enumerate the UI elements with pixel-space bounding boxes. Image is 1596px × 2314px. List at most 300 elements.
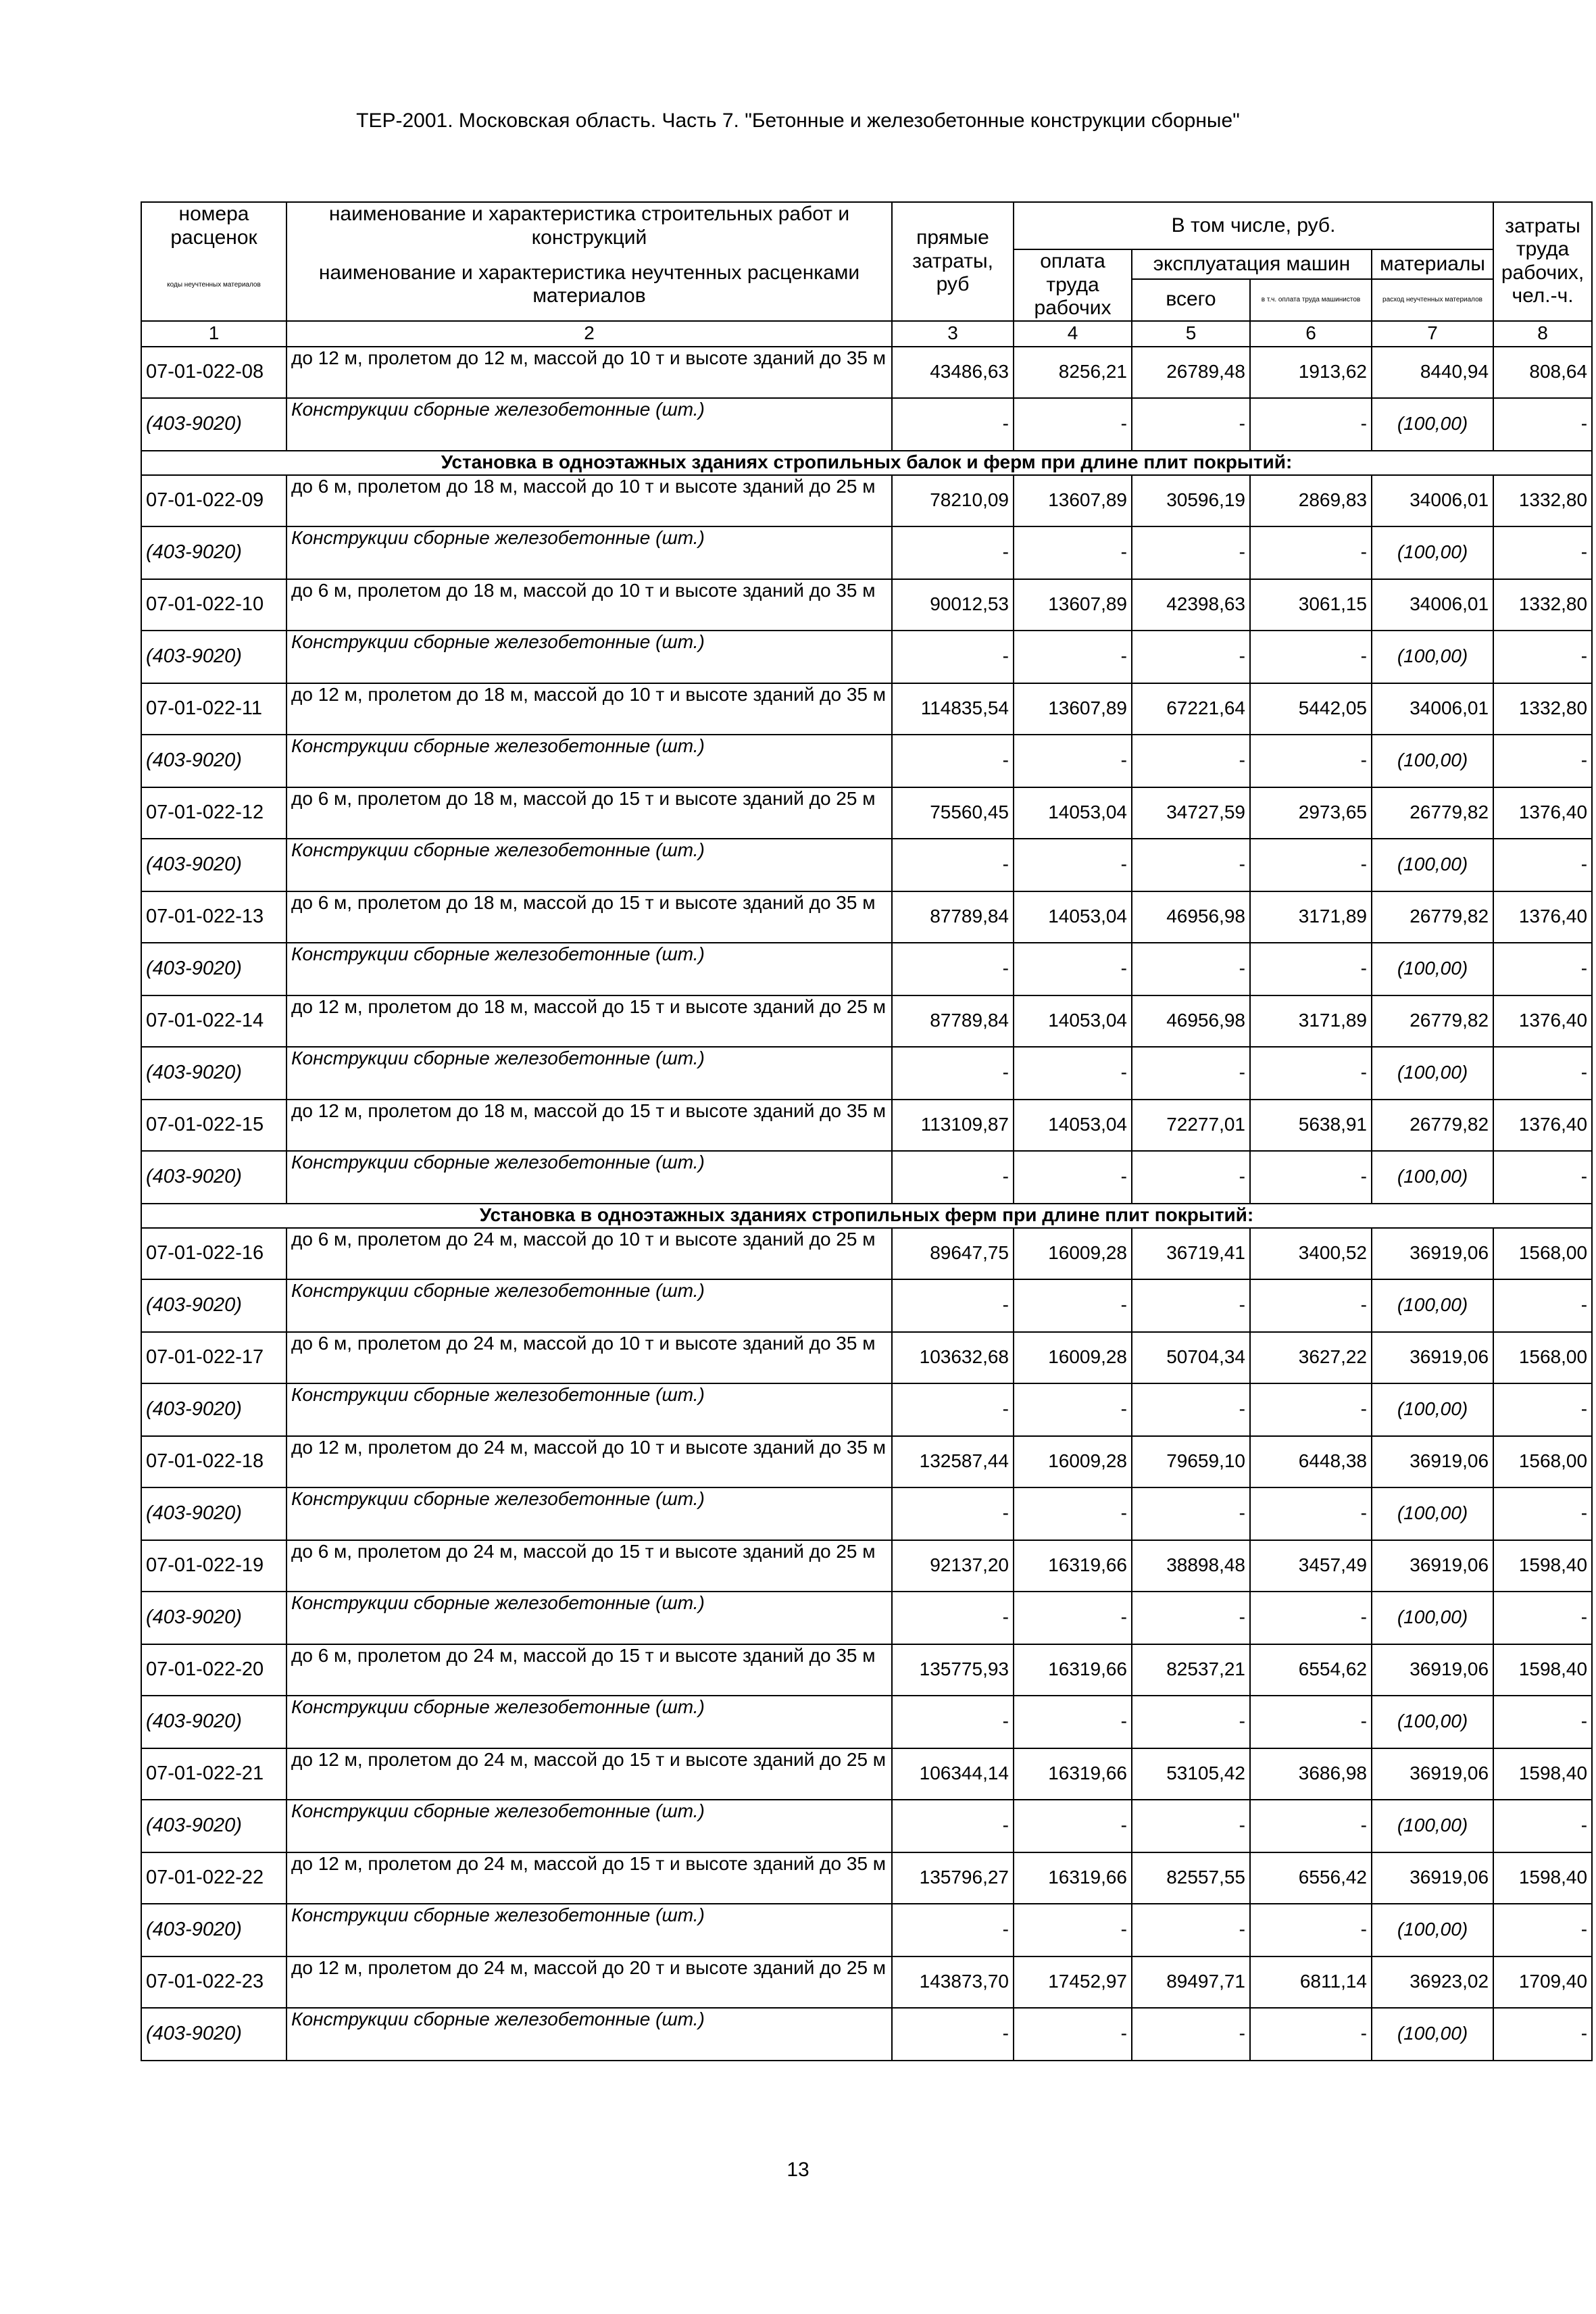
rate-value-c3: 103632,68 (892, 1332, 1014, 1383)
empty-dash: - (1132, 1047, 1250, 1100)
rate-value-c7: 36919,06 (1372, 1748, 1493, 1800)
header-group-including: В том числе, руб. (1014, 202, 1493, 249)
empty-dash: - (1132, 1279, 1250, 1332)
rate-row (141, 347, 1592, 398)
rate-value-c7: 8440,94 (1372, 347, 1493, 398)
empty-dash: - (1014, 839, 1132, 891)
empty-dash: - (1132, 2008, 1250, 2061)
material-row (141, 1696, 1592, 1748)
empty-dash: - (1493, 1151, 1592, 1204)
rate-value-c5: 82557,55 (1132, 1852, 1250, 1904)
header-wages: оплата труда рабочих (1014, 249, 1132, 321)
rate-value-c5: 72277,01 (1132, 1100, 1250, 1151)
material-code: (403-9020) (141, 1383, 286, 1436)
empty-dash: - (1493, 1904, 1592, 1956)
empty-dash: - (1014, 2008, 1132, 2061)
empty-dash: - (1250, 1800, 1372, 1852)
rate-value-c4: 13607,89 (1014, 475, 1132, 526)
header-labor-hours: затраты труда рабочих, чел.-ч. (1493, 202, 1592, 321)
material-quantity: (100,00) (1372, 1279, 1493, 1332)
material-code: (403-9020) (141, 1800, 286, 1852)
empty-dash: - (1132, 839, 1250, 891)
material-row (141, 1047, 1592, 1100)
empty-dash: - (1132, 398, 1250, 451)
rate-value-c5: 34727,59 (1132, 787, 1250, 839)
header-rate-numbers: номера расценок (141, 202, 286, 249)
empty-dash: - (1493, 1279, 1592, 1332)
empty-dash: - (1132, 1592, 1250, 1644)
material-row (141, 735, 1592, 787)
material-name: Конструкции сборные железобетонные (шт.) (286, 1279, 892, 1332)
material-name: Конструкции сборные железобетонные (шт.) (286, 1696, 892, 1748)
rate-value-c7: 34006,01 (1372, 475, 1493, 526)
rate-value-c7: 26779,82 (1372, 995, 1493, 1047)
empty-dash: - (1014, 1487, 1132, 1540)
section-title: Установка в одноэтажных зданиях стропильных ферм при длине плит покрытий: (141, 1204, 1592, 1228)
rate-value-c8: 1568,00 (1493, 1436, 1592, 1487)
rate-value-c7: 34006,01 (1372, 579, 1493, 631)
rate-description: до 6 м, пролетом до 24 м, массой до 15 т и высоте зданий до 35 м (286, 1644, 892, 1696)
rate-description: до 6 м, пролетом до 24 м, массой до 10 т и высоте зданий до 35 м (286, 1332, 892, 1383)
rate-value-c8: 1376,40 (1493, 1100, 1592, 1151)
rate-value-c8: 1332,80 (1493, 579, 1592, 631)
rate-description: до 12 м, пролетом до 18 м, массой до 10 т и высоте зданий до 35 м (286, 683, 892, 735)
material-name: Конструкции сборные железобетонные (шт.) (286, 398, 892, 451)
rate-code: 07-01-022-23 (141, 1956, 286, 2008)
rate-row (141, 1228, 1592, 1279)
empty-dash: - (1250, 1592, 1372, 1644)
empty-dash: - (892, 1383, 1014, 1436)
rate-value-c6: 3061,15 (1250, 579, 1372, 631)
rate-description: до 12 м, пролетом до 24 м, массой до 15 т и высоте зданий до 35 м (286, 1852, 892, 1904)
empty-dash: - (1493, 526, 1592, 579)
section-header-row (141, 451, 1592, 475)
empty-dash: - (892, 1904, 1014, 1956)
empty-dash: - (1132, 526, 1250, 579)
material-code: (403-9020) (141, 1696, 286, 1748)
rate-value-c3: 92137,20 (892, 1540, 1014, 1592)
rate-value-c6: 5638,91 (1250, 1100, 1372, 1151)
rate-value-c4: 14053,04 (1014, 1100, 1132, 1151)
rate-code: 07-01-022-22 (141, 1852, 286, 1904)
rate-value-c6: 2869,83 (1250, 475, 1372, 526)
rate-row (141, 475, 1592, 526)
material-code: (403-9020) (141, 1904, 286, 1956)
section-header-row (141, 1204, 1592, 1228)
material-quantity: (100,00) (1372, 1592, 1493, 1644)
rate-value-c4: 13607,89 (1014, 683, 1132, 735)
rate-value-c3: 106344,14 (892, 1748, 1014, 1800)
rate-value-c6: 3400,52 (1250, 1228, 1372, 1279)
rate-description: до 6 м, пролетом до 18 м, массой до 10 т и высоте зданий до 35 м (286, 579, 892, 631)
material-name: Конструкции сборные железобетонные (шт.) (286, 631, 892, 683)
empty-dash: - (1493, 735, 1592, 787)
rate-value-c8: 1598,40 (1493, 1748, 1592, 1800)
rate-value-c4: 16319,66 (1014, 1540, 1132, 1592)
rate-code: 07-01-022-13 (141, 891, 286, 943)
empty-dash: - (1250, 943, 1372, 995)
rate-value-c8: 1709,40 (1493, 1956, 1592, 2008)
header-operator-wages: в т.ч. оплата труда машинистов (1250, 279, 1372, 321)
rate-value-c8: 808,64 (1493, 347, 1592, 398)
rate-description: до 12 м, пролетом до 12 м, массой до 10 т и высоте зданий до 35 м (286, 347, 892, 398)
rate-value-c4: 17452,97 (1014, 1956, 1132, 2008)
rate-value-c6: 3686,98 (1250, 1748, 1372, 1800)
rate-value-c5: 67221,64 (1132, 683, 1250, 735)
rates-table (141, 201, 1593, 2061)
rate-row (141, 787, 1592, 839)
rate-row (141, 579, 1592, 631)
material-quantity: (100,00) (1372, 1487, 1493, 1540)
rate-value-c5: 79659,10 (1132, 1436, 1250, 1487)
rate-code: 07-01-022-17 (141, 1332, 286, 1383)
rate-value-c6: 3627,22 (1250, 1332, 1372, 1383)
header-materials: материалы (1372, 249, 1493, 279)
rate-value-c4: 8256,21 (1014, 347, 1132, 398)
rate-row (141, 1956, 1592, 2008)
rate-value-c7: 36919,06 (1372, 1540, 1493, 1592)
material-name: Конструкции сборные железобетонные (шт.) (286, 839, 892, 891)
rate-value-c6: 6556,42 (1250, 1852, 1372, 1904)
rate-value-c4: 16009,28 (1014, 1436, 1132, 1487)
empty-dash: - (1014, 526, 1132, 579)
empty-dash: - (1132, 1487, 1250, 1540)
column-numbers-row (141, 321, 1592, 347)
material-row (141, 1383, 1592, 1436)
empty-dash: - (1493, 1592, 1592, 1644)
rate-value-c5: 30596,19 (1132, 475, 1250, 526)
rate-value-c6: 1913,62 (1250, 347, 1372, 398)
column-number: 3 (892, 321, 1014, 347)
page-number: 13 (787, 2159, 809, 2181)
material-quantity: (100,00) (1372, 398, 1493, 451)
rate-row (141, 1332, 1592, 1383)
material-quantity: (100,00) (1372, 1383, 1493, 1436)
empty-dash: - (1014, 943, 1132, 995)
rate-value-c8: 1598,40 (1493, 1540, 1592, 1592)
empty-dash: - (1493, 2008, 1592, 2061)
section-title: Установка в одноэтажных зданиях стропильных балок и ферм при длине плит покрытий: (141, 451, 1592, 475)
material-code: (403-9020) (141, 526, 286, 579)
rate-value-c5: 82537,21 (1132, 1644, 1250, 1696)
material-row (141, 1800, 1592, 1852)
rate-value-c5: 26789,48 (1132, 347, 1250, 398)
empty-dash: - (1250, 1151, 1372, 1204)
rate-code: 07-01-022-21 (141, 1748, 286, 1800)
rate-description: до 12 м, пролетом до 18 м, массой до 15 т и высоте зданий до 35 м (286, 1100, 892, 1151)
rate-description: до 6 м, пролетом до 18 м, массой до 15 т и высоте зданий до 35 м (286, 891, 892, 943)
rate-code: 07-01-022-20 (141, 1644, 286, 1696)
rate-value-c5: 36719,41 (1132, 1228, 1250, 1279)
rate-description: до 6 м, пролетом до 18 м, массой до 10 т и высоте зданий до 25 м (286, 475, 892, 526)
empty-dash: - (1493, 1800, 1592, 1852)
rate-value-c3: 87789,84 (892, 995, 1014, 1047)
rate-description: до 6 м, пролетом до 18 м, массой до 15 т и высоте зданий до 25 м (286, 787, 892, 839)
empty-dash: - (1014, 1800, 1132, 1852)
rate-value-c5: 46956,98 (1132, 995, 1250, 1047)
empty-dash: - (1250, 1383, 1372, 1436)
rate-value-c3: 89647,75 (892, 1228, 1014, 1279)
material-code: (403-9020) (141, 398, 286, 451)
rate-description: до 6 м, пролетом до 24 м, массой до 15 т и высоте зданий до 25 м (286, 1540, 892, 1592)
empty-dash: - (1493, 398, 1592, 451)
rate-description: до 6 м, пролетом до 24 м, массой до 10 т и высоте зданий до 25 м (286, 1228, 892, 1279)
material-row (141, 1487, 1592, 1540)
material-quantity: (100,00) (1372, 735, 1493, 787)
empty-dash: - (1132, 1151, 1250, 1204)
empty-dash: - (1132, 1800, 1250, 1852)
material-row (141, 2008, 1592, 2061)
material-code: (403-9020) (141, 943, 286, 995)
empty-dash: - (1132, 943, 1250, 995)
empty-dash: - (1493, 1487, 1592, 1540)
rate-value-c6: 2973,65 (1250, 787, 1372, 839)
empty-dash: - (1493, 1047, 1592, 1100)
rate-value-c3: 114835,54 (892, 683, 1014, 735)
rate-value-c4: 16319,66 (1014, 1748, 1132, 1800)
material-quantity: (100,00) (1372, 943, 1493, 995)
rate-value-c3: 43486,63 (892, 347, 1014, 398)
material-row (141, 1592, 1592, 1644)
rate-row (141, 1100, 1592, 1151)
page-title: ТЕР-2001. Московская область. Часть 7. "Бетонные и железобетонные конструкции сборные" (356, 109, 1240, 132)
rate-value-c8: 1332,80 (1493, 683, 1592, 735)
rate-value-c7: 36923,02 (1372, 1956, 1493, 2008)
empty-dash: - (1250, 2008, 1372, 2061)
rate-description: до 12 м, пролетом до 24 м, массой до 15 т и высоте зданий до 25 м (286, 1748, 892, 1800)
material-code: (403-9020) (141, 631, 286, 683)
rate-value-c8: 1376,40 (1493, 995, 1592, 1047)
empty-dash: - (1250, 1904, 1372, 1956)
rate-value-c6: 6554,62 (1250, 1644, 1372, 1696)
material-row (141, 943, 1592, 995)
rate-value-c8: 1598,40 (1493, 1852, 1592, 1904)
rate-code: 07-01-022-18 (141, 1436, 286, 1487)
material-quantity: (100,00) (1372, 631, 1493, 683)
material-row (141, 526, 1592, 579)
empty-dash: - (1250, 631, 1372, 683)
rate-value-c7: 36919,06 (1372, 1332, 1493, 1383)
empty-dash: - (1250, 839, 1372, 891)
material-name: Конструкции сборные железобетонные (шт.) (286, 1800, 892, 1852)
rate-value-c8: 1332,80 (1493, 475, 1592, 526)
rate-row (141, 1852, 1592, 1904)
rate-value-c6: 5442,05 (1250, 683, 1372, 735)
material-name: Конструкции сборные железобетонные (шт.) (286, 1487, 892, 1540)
rate-value-c4: 14053,04 (1014, 995, 1132, 1047)
empty-dash: - (892, 1279, 1014, 1332)
rate-code: 07-01-022-10 (141, 579, 286, 631)
material-name: Конструкции сборные железобетонные (шт.) (286, 735, 892, 787)
rate-value-c6: 3171,89 (1250, 995, 1372, 1047)
empty-dash: - (892, 2008, 1014, 2061)
rate-value-c7: 26779,82 (1372, 787, 1493, 839)
column-number: 2 (286, 321, 892, 347)
rate-value-c4: 13607,89 (1014, 579, 1132, 631)
column-number: 6 (1250, 321, 1372, 347)
rate-value-c3: 90012,53 (892, 579, 1014, 631)
rate-value-c8: 1376,40 (1493, 891, 1592, 943)
header-material-consumption: расход неучтенных материалов (1372, 279, 1493, 321)
material-name: Конструкции сборные железобетонные (шт.) (286, 1047, 892, 1100)
rate-description: до 12 м, пролетом до 24 м, массой до 10 т и высоте зданий до 35 м (286, 1436, 892, 1487)
rate-row (141, 683, 1592, 735)
rate-value-c4: 16009,28 (1014, 1228, 1132, 1279)
material-name: Конструкции сборные железобетонные (шт.) (286, 1904, 892, 1956)
rate-value-c8: 1568,00 (1493, 1228, 1592, 1279)
empty-dash: - (1250, 1047, 1372, 1100)
material-name: Конструкции сборные железобетонные (шт.) (286, 1592, 892, 1644)
rate-value-c8: 1568,00 (1493, 1332, 1592, 1383)
empty-dash: - (1493, 631, 1592, 683)
material-quantity: (100,00) (1372, 526, 1493, 579)
rate-value-c5: 42398,63 (1132, 579, 1250, 631)
rate-description: до 12 м, пролетом до 18 м, массой до 15 т и высоте зданий до 25 м (286, 995, 892, 1047)
material-code: (403-9020) (141, 1279, 286, 1332)
empty-dash: - (892, 1047, 1014, 1100)
rate-value-c5: 89497,71 (1132, 1956, 1250, 2008)
empty-dash: - (1250, 398, 1372, 451)
material-quantity: (100,00) (1372, 1047, 1493, 1100)
header-material-codes: коды неучтенных материалов (141, 249, 286, 321)
rate-value-c5: 46956,98 (1132, 891, 1250, 943)
material-quantity: (100,00) (1372, 1800, 1493, 1852)
rate-value-c4: 16319,66 (1014, 1852, 1132, 1904)
header-machines: эксплуатация машин (1132, 249, 1372, 279)
rate-description: до 12 м, пролетом до 24 м, массой до 20 т и высоте зданий до 25 м (286, 1956, 892, 2008)
material-row (141, 839, 1592, 891)
rate-row (141, 1540, 1592, 1592)
empty-dash: - (892, 943, 1014, 995)
empty-dash: - (892, 1800, 1014, 1852)
table-body (141, 202, 1592, 2061)
empty-dash: - (892, 735, 1014, 787)
rate-value-c5: 38898,48 (1132, 1540, 1250, 1592)
empty-dash: - (1132, 1383, 1250, 1436)
empty-dash: - (1014, 398, 1132, 451)
material-quantity: (100,00) (1372, 1151, 1493, 1204)
empty-dash: - (892, 1487, 1014, 1540)
rate-code: 07-01-022-15 (141, 1100, 286, 1151)
material-row (141, 1904, 1592, 1956)
material-row (141, 398, 1592, 451)
empty-dash: - (1014, 735, 1132, 787)
rate-value-c4: 16319,66 (1014, 1644, 1132, 1696)
rate-row (141, 891, 1592, 943)
empty-dash: - (1014, 1904, 1132, 1956)
rate-value-c6: 6448,38 (1250, 1436, 1372, 1487)
rate-value-c3: 135775,93 (892, 1644, 1014, 1696)
empty-dash: - (1250, 1696, 1372, 1748)
rate-value-c3: 143873,70 (892, 1956, 1014, 2008)
empty-dash: - (1014, 631, 1132, 683)
empty-dash: - (1014, 1383, 1132, 1436)
rate-value-c7: 26779,82 (1372, 1100, 1493, 1151)
empty-dash: - (1493, 1696, 1592, 1748)
rate-value-c7: 36919,06 (1372, 1852, 1493, 1904)
rate-value-c5: 53105,42 (1132, 1748, 1250, 1800)
material-code: (403-9020) (141, 1487, 286, 1540)
material-quantity: (100,00) (1372, 839, 1493, 891)
column-number: 7 (1372, 321, 1493, 347)
material-name: Конструкции сборные железобетонные (шт.) (286, 1151, 892, 1204)
column-number: 8 (1493, 321, 1592, 347)
rate-value-c7: 36919,06 (1372, 1228, 1493, 1279)
empty-dash: - (1014, 1279, 1132, 1332)
rate-value-c4: 14053,04 (1014, 787, 1132, 839)
rate-row (141, 1436, 1592, 1487)
rate-value-c3: 132587,44 (892, 1436, 1014, 1487)
empty-dash: - (1250, 1487, 1372, 1540)
rate-code: 07-01-022-14 (141, 995, 286, 1047)
material-row (141, 1279, 1592, 1332)
material-name: Конструкции сборные железобетонные (шт.) (286, 943, 892, 995)
material-code: (403-9020) (141, 839, 286, 891)
material-code: (403-9020) (141, 1592, 286, 1644)
header-work-name: наименование и характеристика строительных работ и конструкций (286, 202, 892, 249)
empty-dash: - (892, 1592, 1014, 1644)
rate-row (141, 1748, 1592, 1800)
material-code: (403-9020) (141, 1047, 286, 1100)
rate-value-c7: 34006,01 (1372, 683, 1493, 735)
empty-dash: - (892, 398, 1014, 451)
material-code: (403-9020) (141, 2008, 286, 2061)
rate-code: 07-01-022-12 (141, 787, 286, 839)
empty-dash: - (1132, 1904, 1250, 1956)
rate-value-c3: 135796,27 (892, 1852, 1014, 1904)
rate-code: 07-01-022-08 (141, 347, 286, 398)
empty-dash: - (892, 839, 1014, 891)
rate-value-c8: 1376,40 (1493, 787, 1592, 839)
material-quantity: (100,00) (1372, 1696, 1493, 1748)
material-row (141, 631, 1592, 683)
column-number: 1 (141, 321, 286, 347)
empty-dash: - (1493, 1383, 1592, 1436)
header-total: всего (1132, 279, 1250, 321)
column-number: 4 (1014, 321, 1132, 347)
material-quantity: (100,00) (1372, 2008, 1493, 2061)
rate-value-c6: 6811,14 (1250, 1956, 1372, 2008)
material-name: Конструкции сборные железобетонные (шт.) (286, 2008, 892, 2061)
empty-dash: - (1014, 1151, 1132, 1204)
material-name: Конструкции сборные железобетонные (шт.) (286, 526, 892, 579)
rate-value-c7: 36919,06 (1372, 1644, 1493, 1696)
rate-value-c5: 50704,34 (1132, 1332, 1250, 1383)
rate-value-c8: 1598,40 (1493, 1644, 1592, 1696)
rate-row (141, 995, 1592, 1047)
header-material-name: наименование и характеристика неучтенных расценками материалов (286, 249, 892, 321)
material-name: Конструкции сборные железобетонные (шт.) (286, 1383, 892, 1436)
empty-dash: - (1250, 1279, 1372, 1332)
empty-dash: - (892, 1151, 1014, 1204)
rate-value-c4: 14053,04 (1014, 891, 1132, 943)
rate-value-c3: 113109,87 (892, 1100, 1014, 1151)
material-code: (403-9020) (141, 735, 286, 787)
empty-dash: - (1493, 839, 1592, 891)
material-row (141, 1151, 1592, 1204)
rate-value-c7: 26779,82 (1372, 891, 1493, 943)
rate-code: 07-01-022-09 (141, 475, 286, 526)
rate-value-c3: 78210,09 (892, 475, 1014, 526)
empty-dash: - (1132, 735, 1250, 787)
rate-code: 07-01-022-11 (141, 683, 286, 735)
empty-dash: - (1132, 1696, 1250, 1748)
empty-dash: - (892, 631, 1014, 683)
rate-code: 07-01-022-19 (141, 1540, 286, 1592)
rate-value-c3: 87789,84 (892, 891, 1014, 943)
rate-code: 07-01-022-16 (141, 1228, 286, 1279)
rate-value-c6: 3171,89 (1250, 891, 1372, 943)
